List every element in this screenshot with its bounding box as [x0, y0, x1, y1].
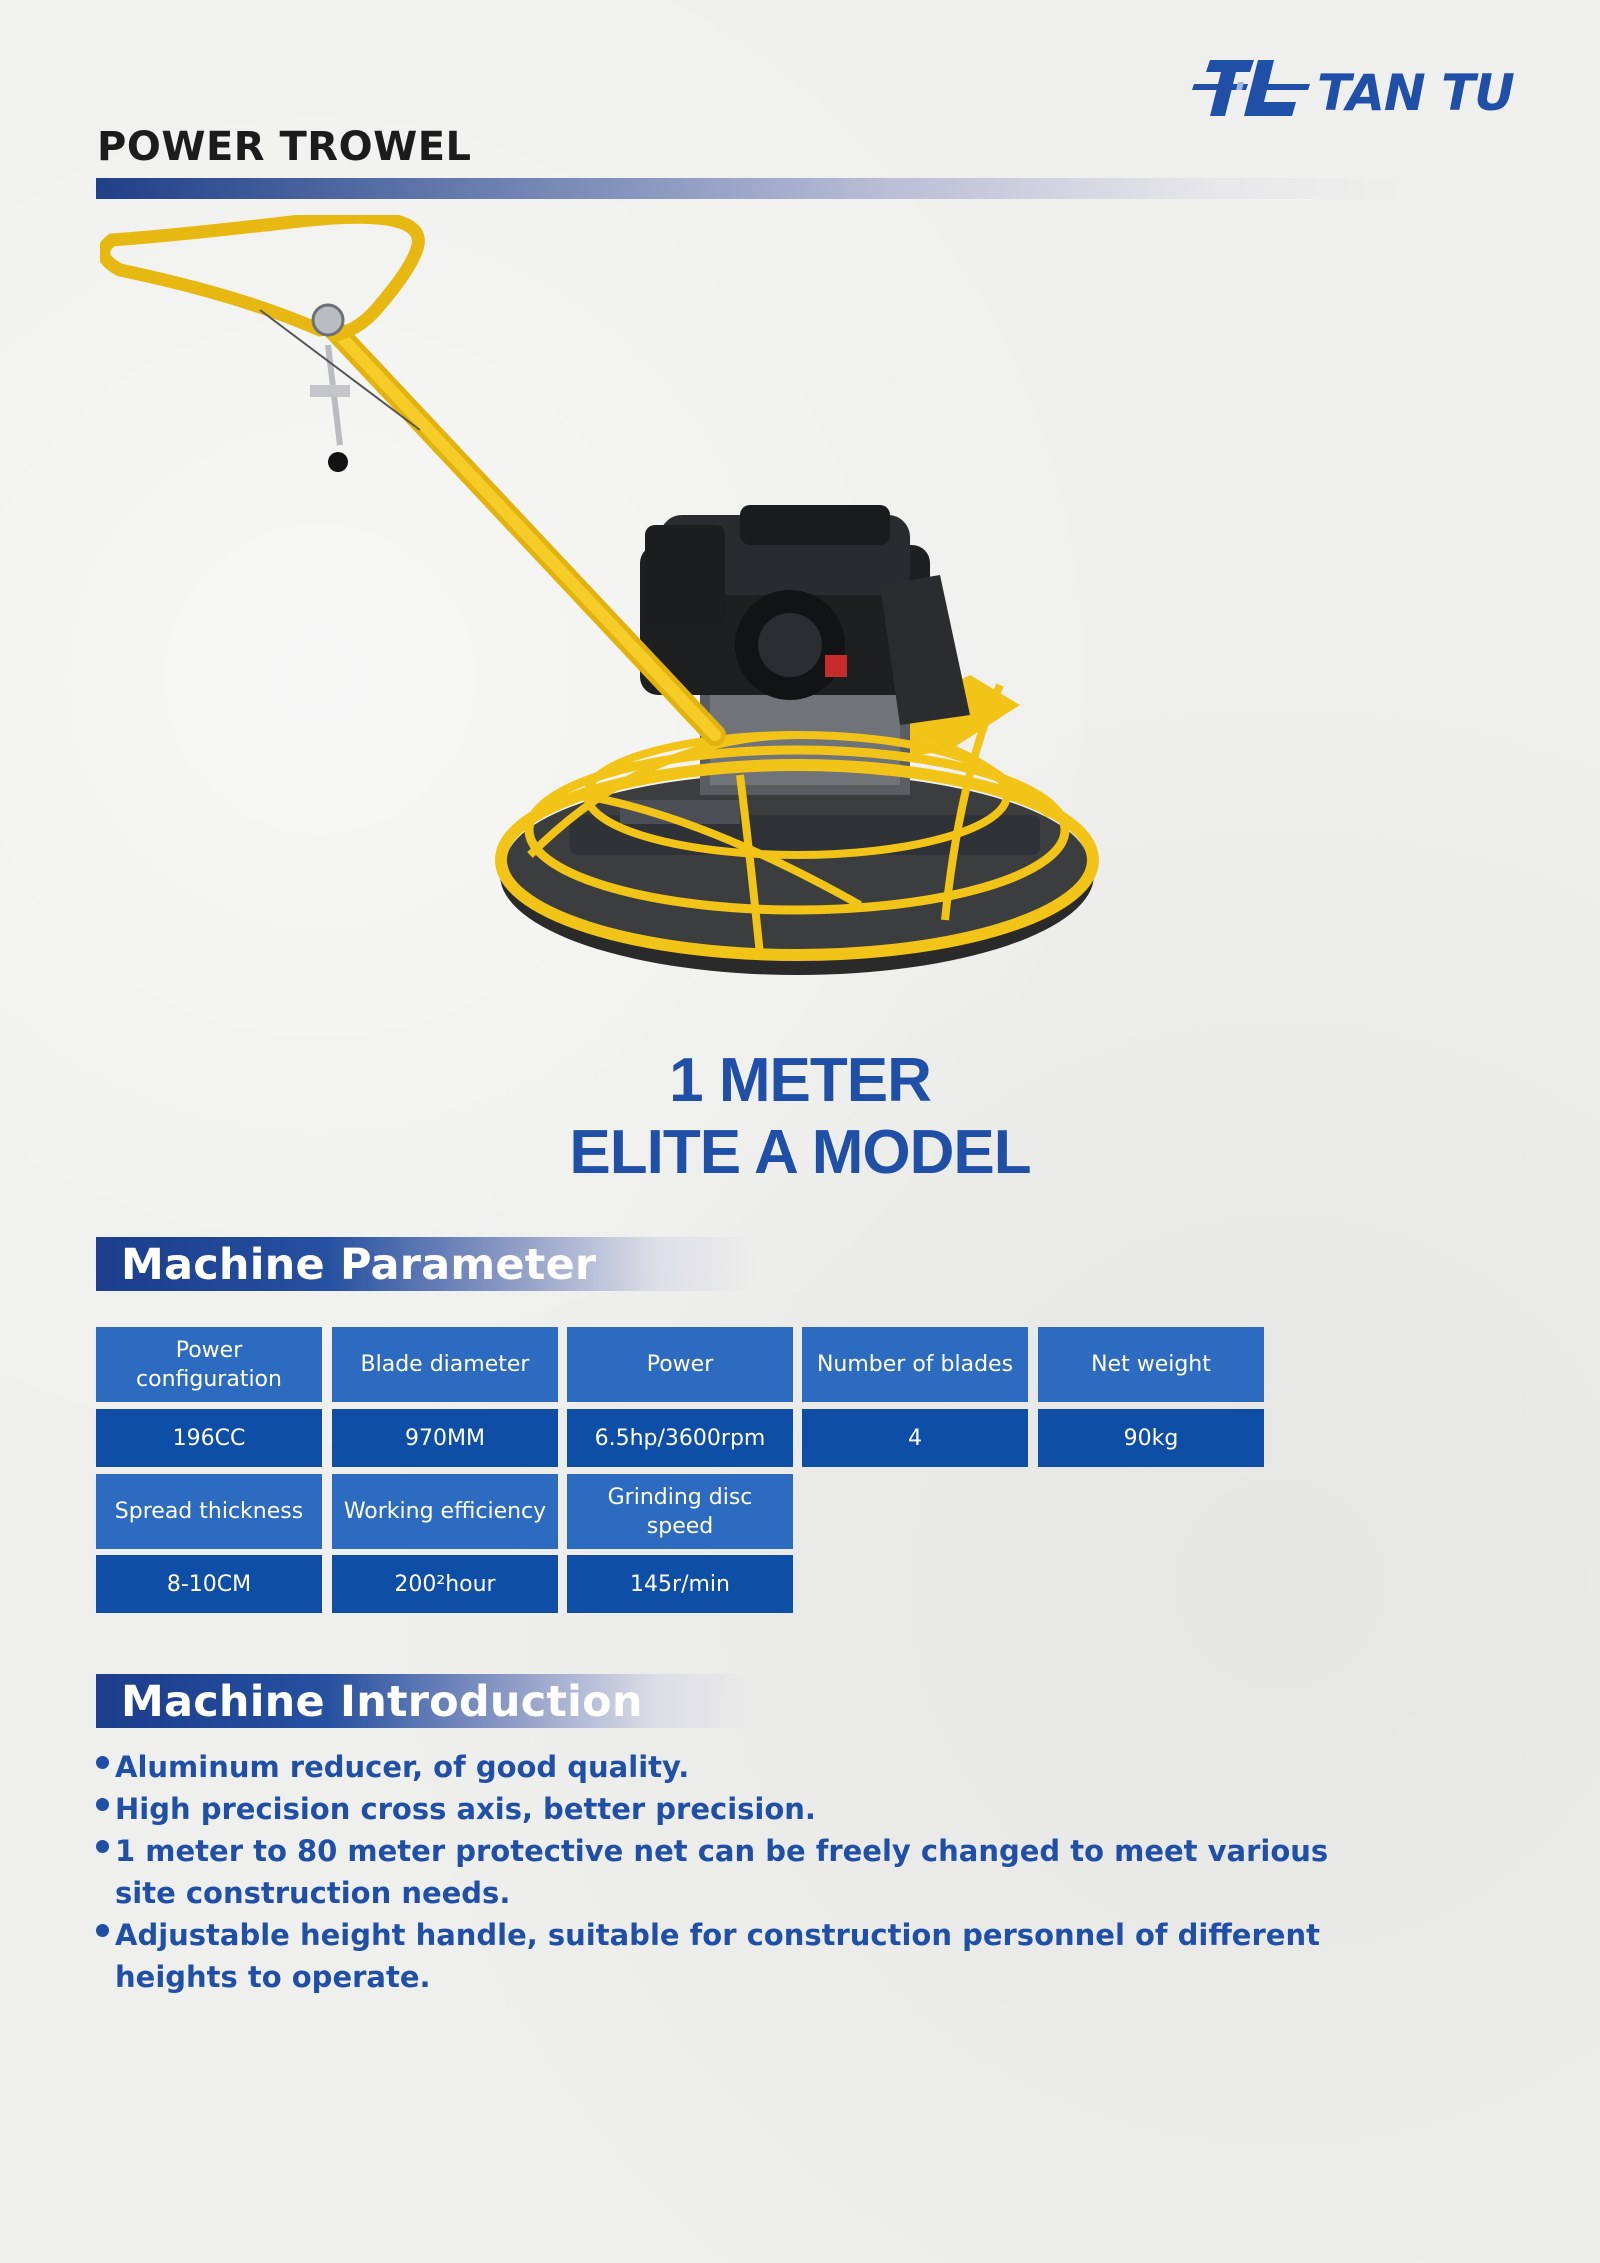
- param-value-blade-diameter: 970MM: [332, 1409, 558, 1467]
- model-title-line-2: ELITE A MODEL: [569, 1118, 1031, 1187]
- param-label-power-configuration: Power configuration: [96, 1327, 322, 1402]
- section-header-parameters: [96, 1237, 756, 1291]
- list-item: [94, 1788, 1374, 1830]
- param-label-blade-diameter: Blade diameter: [332, 1327, 558, 1402]
- param-label-working-efficiency: Working efficiency: [332, 1474, 558, 1549]
- param-value-spread-thickness: 8-10CM: [96, 1555, 322, 1613]
- introduction-text: Aluminum reducer, of good quality.: [115, 1750, 690, 1784]
- page-title: POWER TROWEL: [97, 124, 472, 170]
- param-value-power: 6.5hp/3600rpm: [567, 1409, 793, 1467]
- param-value-power-configuration: 196CC: [96, 1409, 322, 1467]
- param-label-spread-thickness: Spread thickness: [96, 1474, 322, 1549]
- bullet-icon: [96, 1756, 109, 1769]
- param-label-power: Power: [567, 1327, 793, 1402]
- title-underline-bar: [96, 178, 1406, 199]
- param-label-number-of-blades: Number of blades: [802, 1327, 1028, 1402]
- param-value-working-efficiency: 200²hour: [332, 1555, 558, 1613]
- section-title-parameters: Machine Parameter: [121, 1240, 597, 1290]
- list-item: [94, 1746, 1374, 1788]
- list-item: [94, 1830, 1374, 1914]
- section-header-introduction: [96, 1674, 756, 1728]
- introduction-list: [94, 1746, 1374, 1998]
- power-trowel-photo: [100, 215, 1100, 1015]
- param-label-net-weight: Net weight: [1038, 1327, 1264, 1402]
- brand-name: TAN TU: [1317, 64, 1514, 122]
- introduction-text: 1 meter to 80 meter protective net can be freely changed to meet various site construction needs.: [115, 1834, 1329, 1910]
- model-title: [400, 1045, 1200, 1189]
- tl-monogram-icon: [1192, 58, 1312, 124]
- param-label-grinding-disc-speed: Grinding disc speed: [567, 1474, 793, 1549]
- bullet-icon: [96, 1798, 109, 1811]
- bullet-icon: [96, 1840, 109, 1853]
- model-title-line-1: 1 METER: [669, 1046, 931, 1115]
- param-value-net-weight: 90kg: [1038, 1409, 1264, 1467]
- brand-logo: [1192, 58, 1512, 124]
- param-value-number-of-blades: 4: [802, 1409, 1028, 1467]
- bullet-icon: [96, 1924, 109, 1937]
- param-value-grinding-disc-speed: 145r/min: [567, 1555, 793, 1613]
- list-item: [94, 1914, 1374, 1998]
- section-title-introduction: Machine Introduction: [121, 1677, 643, 1727]
- introduction-text: High precision cross axis, better precision.: [115, 1792, 816, 1826]
- introduction-text: Adjustable height handle, suitable for construction personnel of different heights to operate.: [115, 1918, 1320, 1994]
